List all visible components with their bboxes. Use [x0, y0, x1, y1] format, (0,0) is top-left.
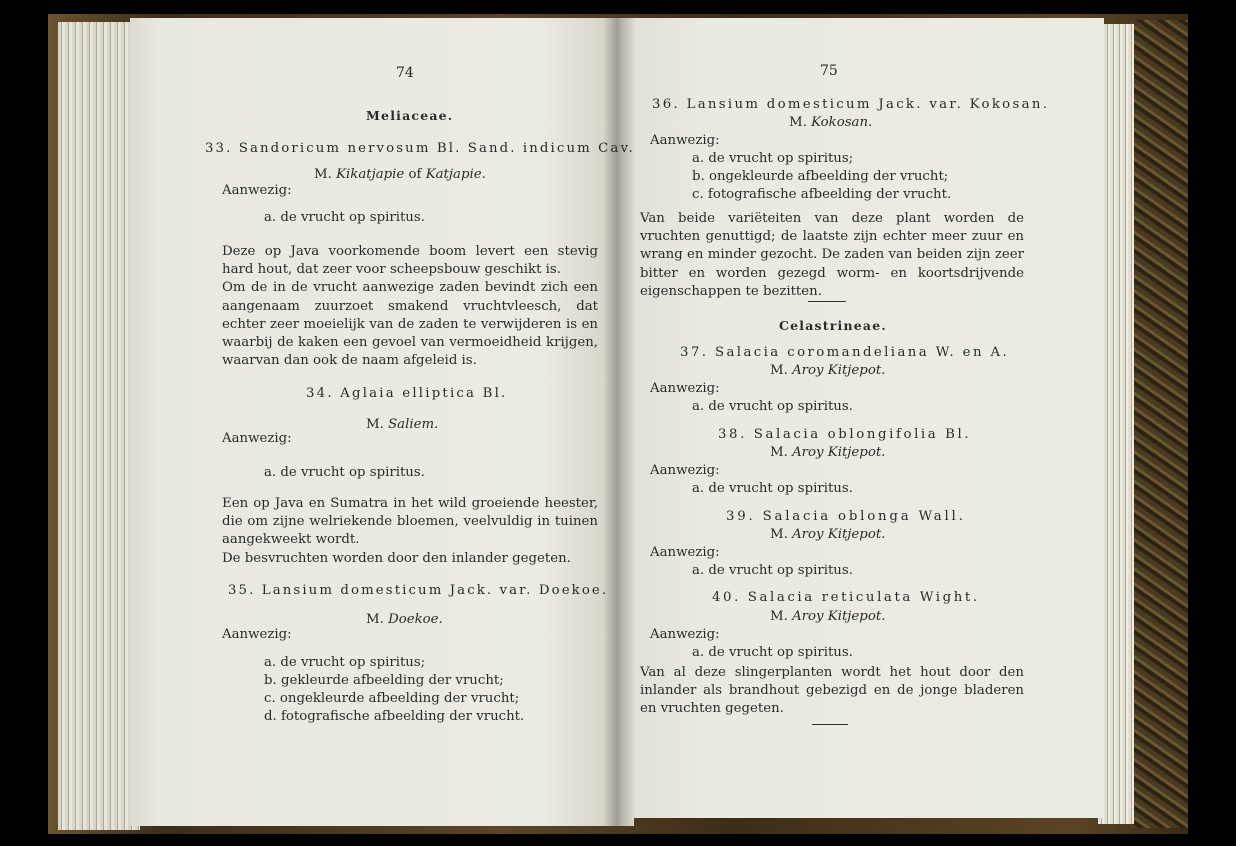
closing-divider [812, 724, 848, 725]
entry-33-paragraph: Deze op Java voorkomende boom levert een stevig hard hout, dat zeer voor scheepsbouw geschikt is. Om de in de vrucht aanwezige zaden bevindt zich een aangenaam zuurzoet smakend vruchtvleesch, dat echter zeer moeielijk van de zaden te verwijderen is en waarbij de kaken een gevoel van vermoeidheid krijgen, waarvan dan ook de naam afgeleid is. [222, 244, 598, 369]
entry-34-title: 34. Aglaia elliptica Bl. [306, 386, 508, 401]
entry-36-local-name: M. Kokosan. [789, 115, 873, 130]
entry-35-item-c: c. ongekleurde afbeelding der vrucht; [264, 691, 520, 706]
entry-39-label: Aanwezig: [650, 545, 720, 560]
entry-37-title: 37. Salacia coromandeliana W. en A. [680, 345, 1010, 360]
entry-36-item-c: c. fotografische afbeelding der vrucht. [692, 187, 952, 202]
entry-37-local-name: M. Aroy Kitjepot. [770, 363, 886, 378]
entry-40-label: Aanwezig: [650, 627, 720, 642]
entry-35-item-a: a. de vrucht op spiritus; [264, 655, 426, 670]
entry-38-item-a: a. de vrucht op spiritus. [692, 481, 853, 496]
entry-35-local-name: M. Doekoe. [366, 612, 443, 627]
entry-36-title: 36. Lansium domesticum Jack. var. Kokosan. [652, 97, 1050, 112]
entry-35-title: 35. Lansium domesticum Jack. var. Doekoe. [228, 583, 609, 598]
entry-35-item-d: d. fotografische afbeelding der vrucht. [264, 709, 525, 724]
entry-40-paragraph: Van al deze slingerplanten wordt het hout door den inlander als brandhout gebezigd en de jonge bladeren en vruchten gegeten. [640, 665, 1024, 717]
entry-33-item-a: a. de vrucht op spiritus. [264, 210, 425, 225]
entry-38-label: Aanwezig: [650, 463, 720, 478]
entry-34-paragraph: Een op Java en Sumatra in het wild groeiende heester, die om zijne welriekende bloemen, veelvuldig in tuinen aangekweekt wordt. De besvruchten worden door den inlander gegeten. [222, 496, 598, 566]
page-edges-left [58, 22, 140, 830]
family-heading-meliaceae: Meliaceae. [366, 108, 454, 123]
family-heading-celastrineae: Celastrineae. [779, 318, 887, 333]
entry-38-title: 38. Salacia oblongifolia Bl. [718, 427, 972, 442]
entry-36-item-a: a. de vrucht op spiritus; [692, 151, 854, 166]
book-cover-marbled-edge [1130, 20, 1188, 828]
entry-33-local-name: M. Kikatjapie of Katjapie. [314, 167, 486, 182]
entry-36-paragraph: Van beide variëteiten van deze plant worden de vruchten genuttigd; de laatste zijn echter meer zuur en wrang en minder gezocht. De zaden van beiden zijn zeer bitter en worden gezegd worm- en koortsdrijvende eigenschappen te bezitten. [640, 211, 1024, 299]
entry-33-title: 33. Sandoricum nervosum Bl. Sand. indicum Cav. [205, 141, 635, 156]
entry-37-label: Aanwezig: [650, 381, 720, 396]
entry-39-local-name: M. Aroy Kitjepot. [770, 527, 886, 542]
entry-40-title: 40. Salacia reticulata Wight. [712, 590, 980, 605]
entry-36-label: Aanwezig: [650, 133, 720, 148]
entry-37-item-a: a. de vrucht op spiritus. [692, 399, 853, 414]
entry-34-label: Aanwezig: [222, 431, 292, 446]
entry-39-item-a: a. de vrucht op spiritus. [692, 563, 853, 578]
section-divider [808, 301, 846, 302]
entry-36-item-b: b. ongekleurde afbeelding der vrucht; [692, 169, 949, 184]
entry-35-item-b: b. gekleurde afbeelding der vrucht; [264, 673, 504, 688]
entry-40-local-name: M. Aroy Kitjepot. [770, 609, 886, 624]
entry-34-local-name: M. Saliem. [366, 417, 439, 432]
entry-40-item-a: a. de vrucht op spiritus. [692, 645, 853, 660]
entry-33-label: Aanwezig: [222, 183, 292, 198]
entry-39-title: 39. Salacia oblonga Wall. [726, 509, 966, 524]
entry-34-item-a: a. de vrucht op spiritus. [264, 465, 425, 480]
entry-35-label: Aanwezig: [222, 627, 292, 642]
page-number-right: 75 [820, 63, 838, 79]
page-number-left: 74 [396, 65, 414, 81]
entry-38-local-name: M. Aroy Kitjepot. [770, 445, 886, 460]
